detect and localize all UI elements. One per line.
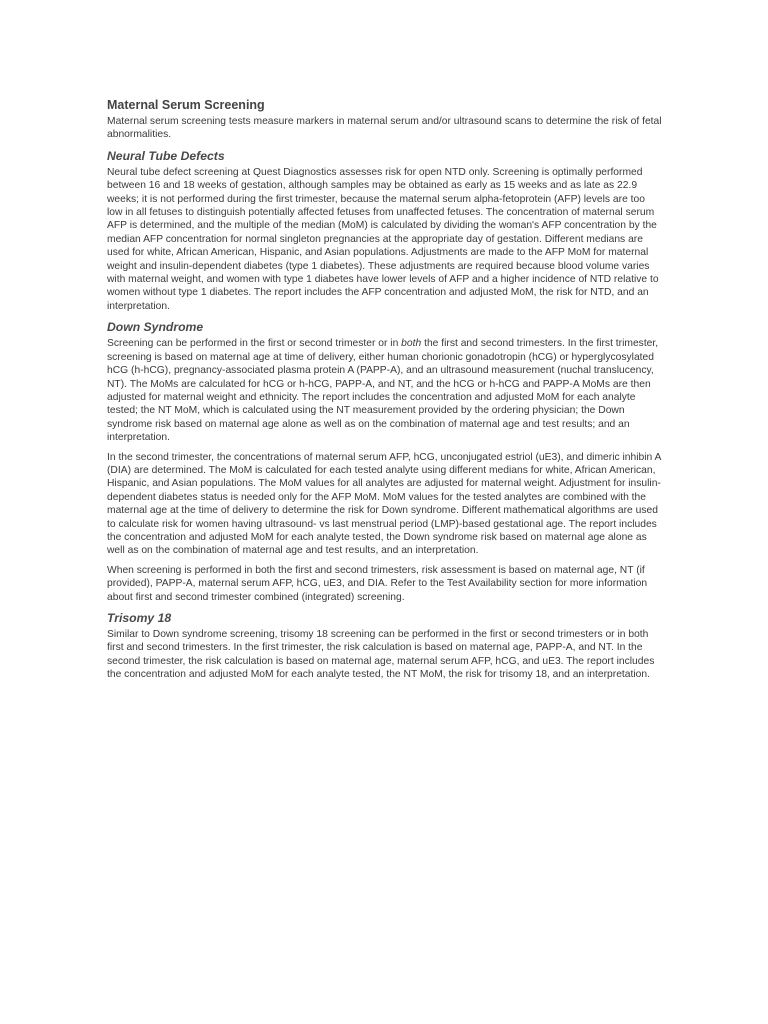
intro-paragraph: Maternal serum screening tests measure markers in maternal serum and/or ultrasound scans to determine the risk of fetal abnormalities. xyxy=(107,116,662,141)
emphasis-text: both xyxy=(401,338,422,350)
paragraph-text: Screening can be performed in the first or second trimester or in xyxy=(107,338,402,350)
down-syndrome-paragraph-2: In the second trimester, the concentrations of maternal serum AFP, hCG, unconjugated estriol (uE3), and dimeric inhibin A (DIA) are determined. The MoM is calculated for each tested analyte using different medians for white, African American, Hispanic, and Asian populations. The MoM values for all analytes are adjusted for maternal weight. Adjustment for insulin-dependent diabetes status is needed only for the AFP MoM. MoM values for the tested analytes are combined with the maternal age at the time of delivery to determine the risk for Down syndrome. Different mathematical algorithms are used to calculate risk for women having ultrasound- vs last menstrual period (LMP)-based gestational age. The report includes the concentration and adjusted MoM for each analyte tested, the Down syndrome risk based on maternal age alone as well as on the combination of maternal age and test results, and an interpretation. xyxy=(107,451,661,557)
section-heading-neural-tube-defects: Neural Tube Defects xyxy=(107,148,225,163)
paragraph-text: the first and second trimesters. In the first trimester, screening is based on maternal age at time of delivery, either human chorionic gonadotropin (hCG) or hyperglycosylated hCG (h-hCG), pregnancy-associated plasma protein A (PAPP-A), and an ultrasound measurement (nuchal translucency, NT). The MoMs are calculated for hCG or h-hCG, PAPP-A, and NT, and the hCG or h-hCG and PAPP-A MoMs are then adjusted for maternal weight and ethnicity. The report includes the concentration and adjusted MoM for each analyte tested; the NT MoM, which is calculated using the NT measurement provided by the ordering physician; the Down syndrome risk based on maternal age alone as well as on the combination of maternal age and test results; and an interpretation. xyxy=(107,338,659,444)
down-syndrome-paragraph-3: When screening is performed in both the first and second trimesters, risk assessment is based on maternal age, NT (if provided), PAPP-A, maternal serum AFP, hCG, uE3, and DIA. Refer to the Test Availability section for more information about first and second trimester combined (integrated) screening. xyxy=(107,564,648,603)
document-page xyxy=(107,97,663,688)
document-title: Maternal Serum Screening xyxy=(107,98,265,112)
trisomy-18-paragraph: Similar to Down syndrome screening, trisomy 18 screening can be performed in the first or second trimesters or in both first and second trimesters. In the first trimester, the risk calculation is based on maternal age, PAPP-A, and NT. In the second trimester, the risk calculation is based on maternal age, maternal serum AFP, hCG, and uE3. The report includes the concentration and adjusted MoM for each analyte tested, the NT MoM, the risk for trisomy 18, and an interpretation. xyxy=(107,629,655,681)
ntd-paragraph: Neural tube defect screening at Quest Diagnostics assesses risk for open NTD only. Screening is optimally performed between 16 and 18 weeks of gestation, although samples may be obtained as early as 15 weeks and as late as 22.9 weeks; it is not performed during the first trimester, because the maternal serum alpha-fetoprotein (AFP) levels are too low in all fetuses to distinguish potentially affected fetuses from unaffected fetuses. The concentration of maternal serum AFP is determined, and the multiple of the median (MoM) is calculated by dividing the woman's AFP concentration by the median AFP concentration for normal singleton pregnancies at the appropriate day of gestation. Different medians are used for white, African American, Hispanic, and Asian populations. Adjustments are made to the AFP MoM for maternal weight and insulin-dependent diabetes (type 1 diabetes). These adjustments are required because blood volume varies with maternal weight, and women with type 1 diabetes have lower levels of AFP and a higher incidence of NTD relative to women without type 1 diabetes. The report includes the AFP concentration and adjusted MoM, the risk for NTD, and an interpretation. xyxy=(107,166,659,312)
section-heading-down-syndrome: Down Syndrome xyxy=(107,320,204,335)
down-syndrome-paragraph-1 xyxy=(107,337,663,444)
section-heading-trisomy-18: Trisomy 18 xyxy=(107,611,172,625)
